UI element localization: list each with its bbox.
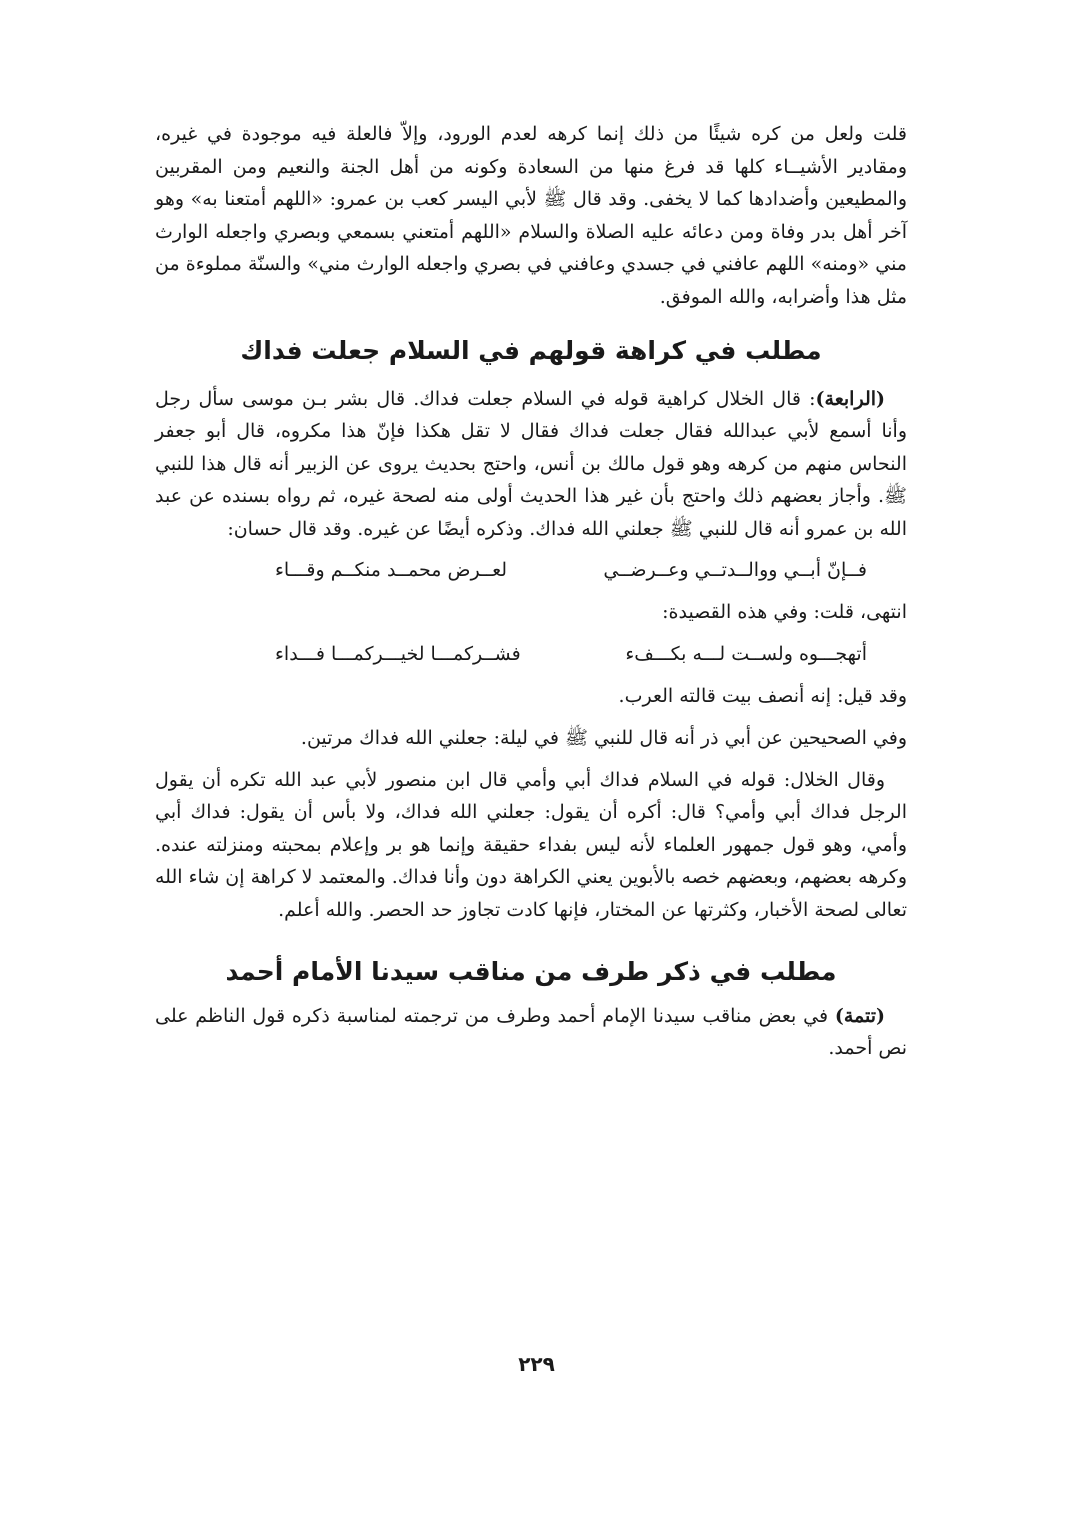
paragraph-intro: قلت ولعل من كره شيئًا من ذلك إنما كرهه لعدم الورود، وإلاّ فالعلة فيه موجودة في غيره، ومقادير الأشيــاء كلها قد فرغ منها من السعادة وكونه من أهل الجنة والنعيم ومن المقربين والمطيعين وأضدادها كما لا يخفى. وقد قال ﷺ لأبي اليسر كعب بن عمرو: «اللهم أمتعنا به» وهو آخر أهل بدر وفاة ومن دعائه عليه الصلاة والسلام «اللهم أمتعني بسمعي وبصري واجعله الوارث مني «ومنه» اللهم عافني في جسدي وعافني في بصري واجعله الوارث مني» والسنّة مملوءة من مثل هذا وأضرابه، والله الموفق.	[155, 123, 907, 308]
verse-2	[155, 638, 907, 670]
section-heading-greeting: مطلب في كراهة قولهم في السلام جعلت فداك	[240, 335, 822, 365]
paragraph-supplement-text: في بعض مناقب سيدنا الإمام أحمد وطرف من ترجمته لمناسبة ذكره قول الناظم على نص أحمد.	[155, 1004, 907, 1060]
verse-1-first-hemistich: فــإنّ أبــي ووالــدتــي وعــرضــي	[603, 558, 867, 581]
line-sahihain: وفي الصحيحين عن أبي ذر أنه قال للنبي ﷺ في ليلة: جعلني الله فداك مرتين.	[300, 726, 907, 749]
paragraph-supplement-lead: (تتمة)	[834, 1004, 885, 1027]
verse-1	[155, 554, 907, 586]
verse-2-second-hemistich: فشــركمـــا لخيـــركمـــا فـــداء	[275, 642, 521, 665]
paragraph-supplement	[155, 1000, 907, 1065]
line-poem-note: انتهى، قلت: وفي هذه القصيدة:	[662, 600, 907, 623]
paragraph-fourth-lead: (الرابعة)	[815, 387, 885, 410]
line-verse-comment: وقد قيل: إنه أنصف بيت قالته العرب.	[618, 684, 907, 707]
paragraph-khallal: وقال الخلال: قوله في السلام فداك أبي وأمي قال ابن منصور لأبي عبد الله تكره أن يقول الرجل فداك أبي وأمي؟ قال: أكره أن يقول: جعلني الله فداك، ولا بأس أن يقول: فداك أبي وأمي، وهو قول جمهور العلماء لأنه ليس بفداء حقيقة وإنما هو بر وإعلام بمحبته ومنزلته عنده. وكرهه بعضهم، وبعضهم خصه بالأبوين يعني الكراهة دون وأنا فداك. والمعتمد لا كراهة إن شاء الله تعالى لصحة الأخبار، وكثرتها عن المختار، فإنها كادت تجاوز حد الحصر. والله أعلم.	[155, 768, 907, 921]
paragraph-fourth-text: : قال الخلال كراهية قوله في السلام جعلت فداك. قال بشر بـن موسى سأل رجل وأنا أسمع لأبي عبدالله فقال جعلت فداك فقال لا تقل هكذا فإنّ هذا مكروه، قال أبو جعفر النحاس منهم من كرهه وهو قول مالك بن أنس، واحتج بحديث يروى عن الزبير أنه قال هذا للنبي ﷺ. وأجاز بعضهم ذلك واحتج بأن غير هذا الحديث أولى منه لصحة غيره، ثم رواه بسنده عن عبد الله بن عمرو أنه قال للنبي ﷺ جعلني الله فداك. وذكره أيضًا عن غيره. وقد قال حسان:	[155, 387, 907, 540]
verse-2-first-hemistich: أتهجـــوه ولســت لـــه بكـــفء	[625, 642, 867, 665]
page-body	[155, 118, 907, 1065]
verse-1-second-hemistich: لعــرض محمــد منكــم وقـــاء	[275, 558, 508, 581]
section-heading-ahmad: مطلب في ذكر طرف من مناقب سيدنا الأمام أحمد	[225, 956, 837, 986]
paragraph-fourth	[155, 383, 907, 546]
page-number: ٢٢٩	[518, 1352, 555, 1376]
